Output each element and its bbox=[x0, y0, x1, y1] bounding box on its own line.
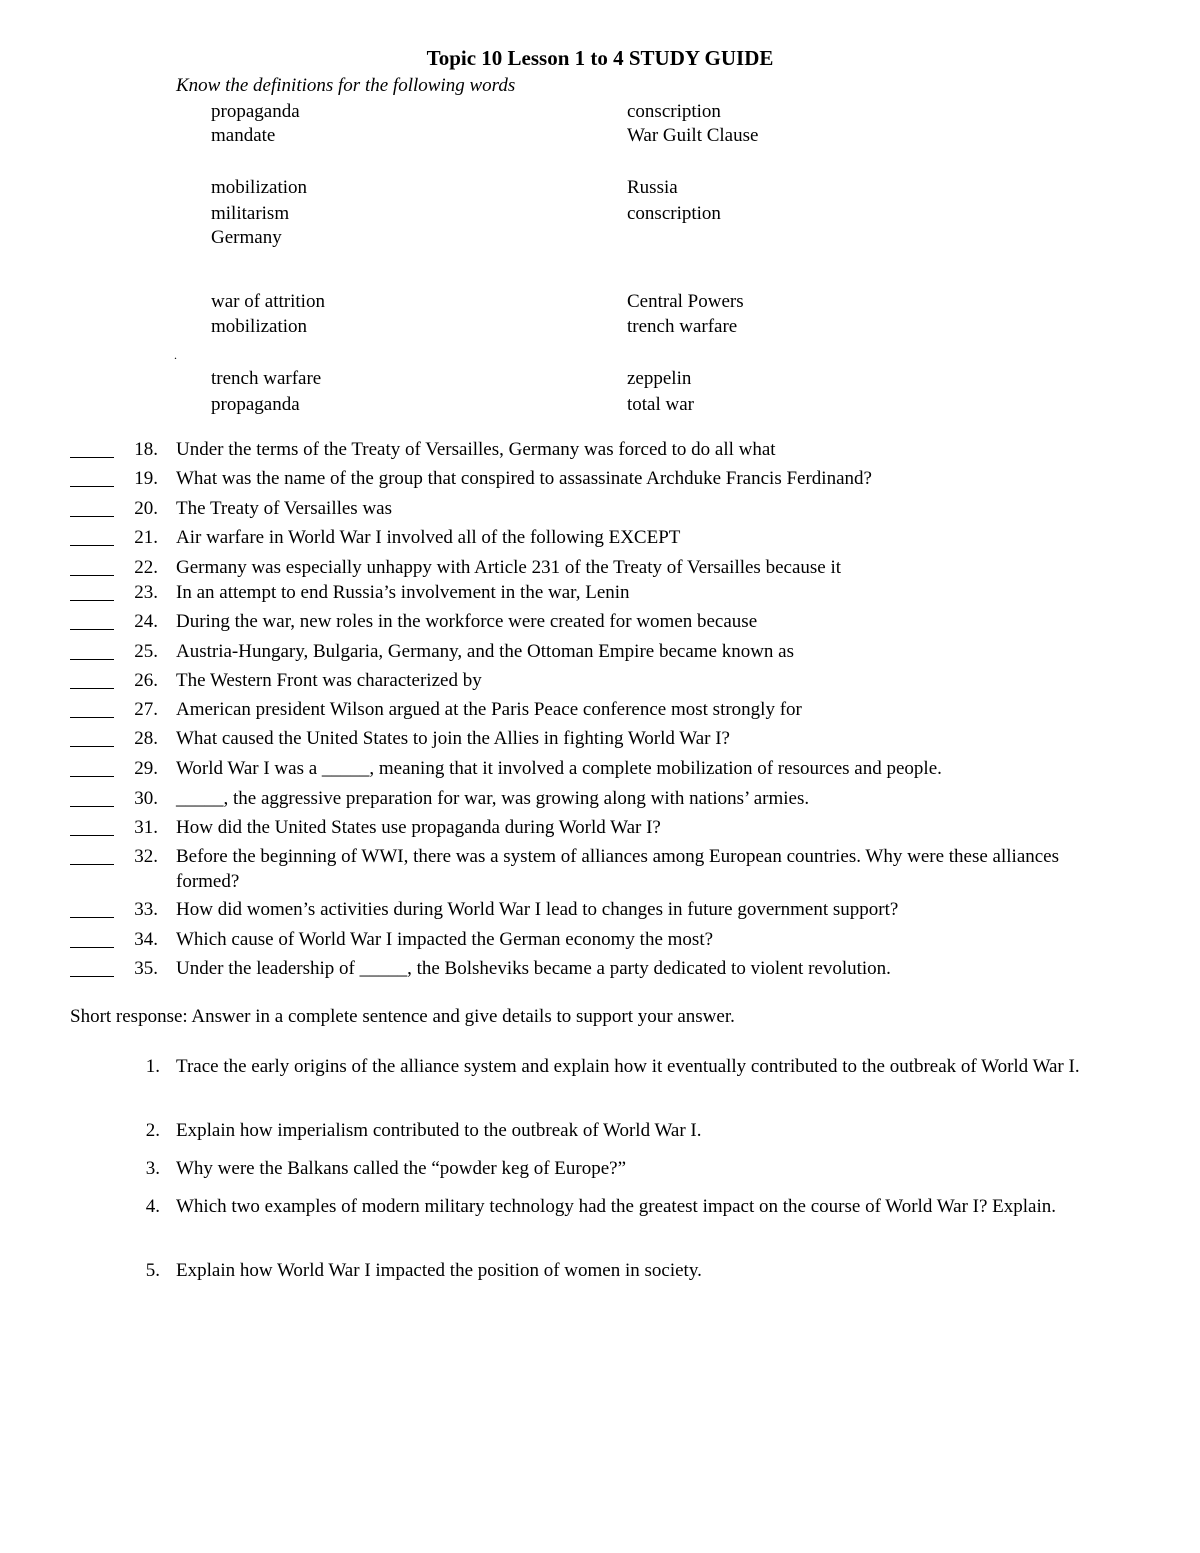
term-item: mandate bbox=[211, 125, 276, 146]
page-title: Topic 10 Lesson 1 to 4 STUDY GUIDE bbox=[426, 46, 774, 70]
question-number: 20. bbox=[134, 498, 158, 519]
question-number: 33. bbox=[134, 899, 158, 920]
short-response-number: 5. bbox=[145, 1260, 160, 1281]
short-response-text: Which two examples of modern military technology had the greatest impact on the course of World War I? Explain. bbox=[176, 1196, 1057, 1217]
stray-mark: . bbox=[174, 348, 177, 362]
answer-blank[interactable] bbox=[70, 688, 114, 689]
answer-blank[interactable] bbox=[70, 516, 114, 517]
question-number: 30. bbox=[134, 788, 158, 809]
term-item: militarism bbox=[211, 203, 290, 224]
answer-blank[interactable] bbox=[70, 457, 114, 458]
short-response-text: Explain how imperialism contributed to the outbreak of World War I. bbox=[176, 1120, 702, 1141]
term-item: Central Powers bbox=[627, 291, 744, 312]
question-text: World War I was a _____, meaning that it involved a complete mobilization of resources and people. bbox=[176, 758, 942, 779]
question-number: 21. bbox=[134, 527, 158, 548]
question-number: 27. bbox=[134, 699, 158, 720]
answer-blank[interactable] bbox=[70, 486, 114, 487]
question-number: 22. bbox=[134, 557, 158, 578]
short-response-text: Why were the Balkans called the “powder keg of Europe?” bbox=[176, 1158, 626, 1179]
short-response-number: 3. bbox=[145, 1158, 160, 1179]
answer-blank[interactable] bbox=[70, 776, 114, 777]
question-text: Under the leadership of _____, the Bolsheviks became a party dedicated to violent revolution. bbox=[176, 958, 891, 979]
question-text: What caused the United States to join the Allies in fighting World War I? bbox=[176, 728, 730, 749]
short-response-heading: Short response: Answer in a complete sentence and give details to support your answer. bbox=[70, 1006, 735, 1027]
answer-blank[interactable] bbox=[70, 600, 114, 601]
answer-blank[interactable] bbox=[70, 864, 114, 865]
question-number: 35. bbox=[134, 958, 158, 979]
short-response-number: 4. bbox=[145, 1196, 160, 1217]
term-item: total war bbox=[627, 394, 695, 415]
question-number: 18. bbox=[134, 439, 158, 460]
question-text: The Treaty of Versailles was bbox=[176, 498, 393, 519]
question-number: 23. bbox=[134, 582, 158, 603]
short-response-number: 1. bbox=[145, 1056, 160, 1077]
term-item: conscription bbox=[627, 101, 721, 122]
question-number: 19. bbox=[134, 468, 158, 489]
term-item: trench warfare bbox=[211, 368, 322, 389]
intro-instruction: Know the definitions for the following words bbox=[176, 75, 516, 96]
term-item: propaganda bbox=[211, 394, 300, 415]
question-number: 34. bbox=[134, 929, 158, 950]
term-item: zeppelin bbox=[627, 368, 692, 389]
short-response-number: 2. bbox=[145, 1120, 160, 1141]
short-response-text: Trace the early origins of the alliance system and explain how it eventually contributed to the outbreak of World War I. bbox=[176, 1056, 1080, 1077]
term-item: Germany bbox=[211, 227, 282, 248]
answer-blank[interactable] bbox=[70, 917, 114, 918]
term-item: War Guilt Clause bbox=[627, 125, 759, 146]
answer-blank[interactable] bbox=[70, 976, 114, 977]
term-item: trench warfare bbox=[627, 316, 738, 337]
question-number: 24. bbox=[134, 611, 158, 632]
answer-blank[interactable] bbox=[70, 835, 114, 836]
question-number: 25. bbox=[134, 641, 158, 662]
question-text: How did women’s activities during World War I lead to changes in future government support? bbox=[176, 899, 899, 920]
term-item: propaganda bbox=[211, 101, 300, 122]
question-number: 29. bbox=[134, 758, 158, 779]
answer-blank[interactable] bbox=[70, 717, 114, 718]
question-text: During the war, new roles in the workforce were created for women because bbox=[176, 611, 758, 632]
question-text: How did the United States use propaganda during World War I? bbox=[176, 817, 661, 838]
question-text: The Western Front was characterized by bbox=[176, 670, 482, 691]
question-number: 26. bbox=[134, 670, 158, 691]
question-text: What was the name of the group that conspired to assassinate Archduke Francis Ferdinand? bbox=[176, 468, 872, 489]
term-item: conscription bbox=[627, 203, 721, 224]
term-item: Russia bbox=[627, 177, 678, 198]
question-text: In an attempt to end Russia’s involvement in the war, Lenin bbox=[176, 582, 630, 603]
question-text: American president Wilson argued at the Paris Peace conference most strongly for bbox=[176, 699, 802, 720]
answer-blank[interactable] bbox=[70, 629, 114, 630]
question-number: 32. bbox=[134, 846, 158, 867]
answer-blank[interactable] bbox=[70, 947, 114, 948]
question-text: Germany was especially unhappy with Article 231 of the Treaty of Versailles because it bbox=[176, 557, 842, 578]
term-item: mobilization bbox=[211, 316, 308, 337]
short-response-text: Explain how World War I impacted the position of women in society. bbox=[176, 1260, 702, 1281]
question-text: Austria-Hungary, Bulgaria, Germany, and the Ottoman Empire became known as bbox=[176, 641, 795, 662]
term-item: war of attrition bbox=[211, 291, 325, 312]
answer-blank[interactable] bbox=[70, 545, 114, 546]
answer-blank[interactable] bbox=[70, 746, 114, 747]
question-text: _____, the aggressive preparation for war, was growing along with nations’ armies. bbox=[176, 788, 810, 809]
question-number: 28. bbox=[134, 728, 158, 749]
term-item: mobilization bbox=[211, 177, 308, 198]
question-text: Before the beginning of WWI, there was a system of alliances among European countries. Why were these alliances formed? bbox=[176, 846, 1060, 892]
question-text: Air warfare in World War I involved all of the following EXCEPT bbox=[176, 527, 681, 548]
answer-blank[interactable] bbox=[70, 806, 114, 807]
question-number: 31. bbox=[134, 817, 158, 838]
answer-blank[interactable] bbox=[70, 575, 114, 576]
question-text: Under the terms of the Treaty of Versailles, Germany was forced to do all what bbox=[176, 439, 776, 460]
answer-blank[interactable] bbox=[70, 659, 114, 660]
question-text: Which cause of World War I impacted the German economy the most? bbox=[176, 929, 714, 950]
